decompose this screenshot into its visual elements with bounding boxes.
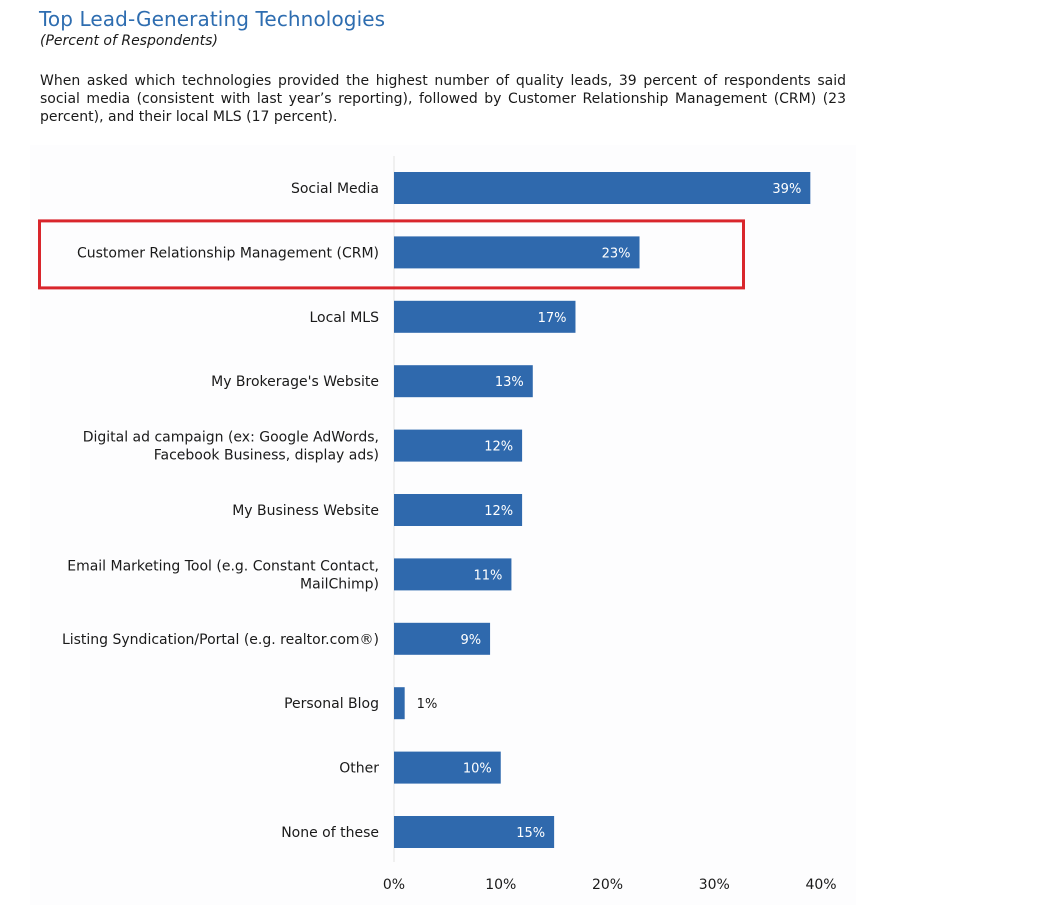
category-label-line: Facebook Business, display ads) <box>153 447 379 464</box>
x-tick-label: 10% <box>485 877 517 893</box>
x-tick-label: 30% <box>698 877 730 893</box>
chart-title: Top Lead-Generating Technologies <box>39 7 386 31</box>
chart-description: When asked which technologies provided the highest number of quality leads, 39 percent of respondents said social media (consistent with last year’s reporting), followed by Customer Relationship Management (CRM) (23 percent), and their local MLS (17 percent). <box>40 73 846 125</box>
category-label: My Brokerage's Website <box>211 374 379 391</box>
category-label: Personal Blog <box>284 696 379 713</box>
bar <box>394 172 810 204</box>
data-label: 12% <box>484 504 514 519</box>
data-label: 39% <box>772 182 802 197</box>
category-label: Local MLS <box>309 309 379 326</box>
data-label: 13% <box>494 375 524 391</box>
data-label: 17% <box>537 310 567 326</box>
data-label: 11% <box>473 568 503 584</box>
category-label-line: Digital ad campaign (ex: Google AdWords, <box>82 429 379 446</box>
category-label: My Business Website <box>232 503 379 519</box>
category-label: Social Media <box>290 181 379 197</box>
data-label: 12% <box>484 439 514 455</box>
category-label <box>83 430 379 464</box>
category-label-line: MailChimp) <box>300 576 379 593</box>
data-label: 10% <box>462 761 492 777</box>
category-label <box>67 558 379 592</box>
category-label: Listing Syndication/Portal (e.g. realtor.com®) <box>61 631 379 648</box>
x-tick-label: 0% <box>382 877 406 893</box>
bar <box>394 687 405 719</box>
x-tick-label: 20% <box>591 877 624 893</box>
category-label: None of these <box>281 825 379 841</box>
category-label: Other <box>339 760 379 777</box>
x-tick-label: 40% <box>805 877 837 893</box>
data-label: 9% <box>460 632 482 648</box>
category-label: Customer Relationship Management (CRM) <box>76 245 379 262</box>
chart-subtitle: (Percent of Respondents) <box>40 33 218 49</box>
data-label: 1% <box>416 697 438 713</box>
category-label-line: Email Marketing Tool (e.g. Constant Contact, <box>67 558 379 575</box>
data-label: 15% <box>516 826 546 841</box>
data-label: 23% <box>601 246 631 262</box>
